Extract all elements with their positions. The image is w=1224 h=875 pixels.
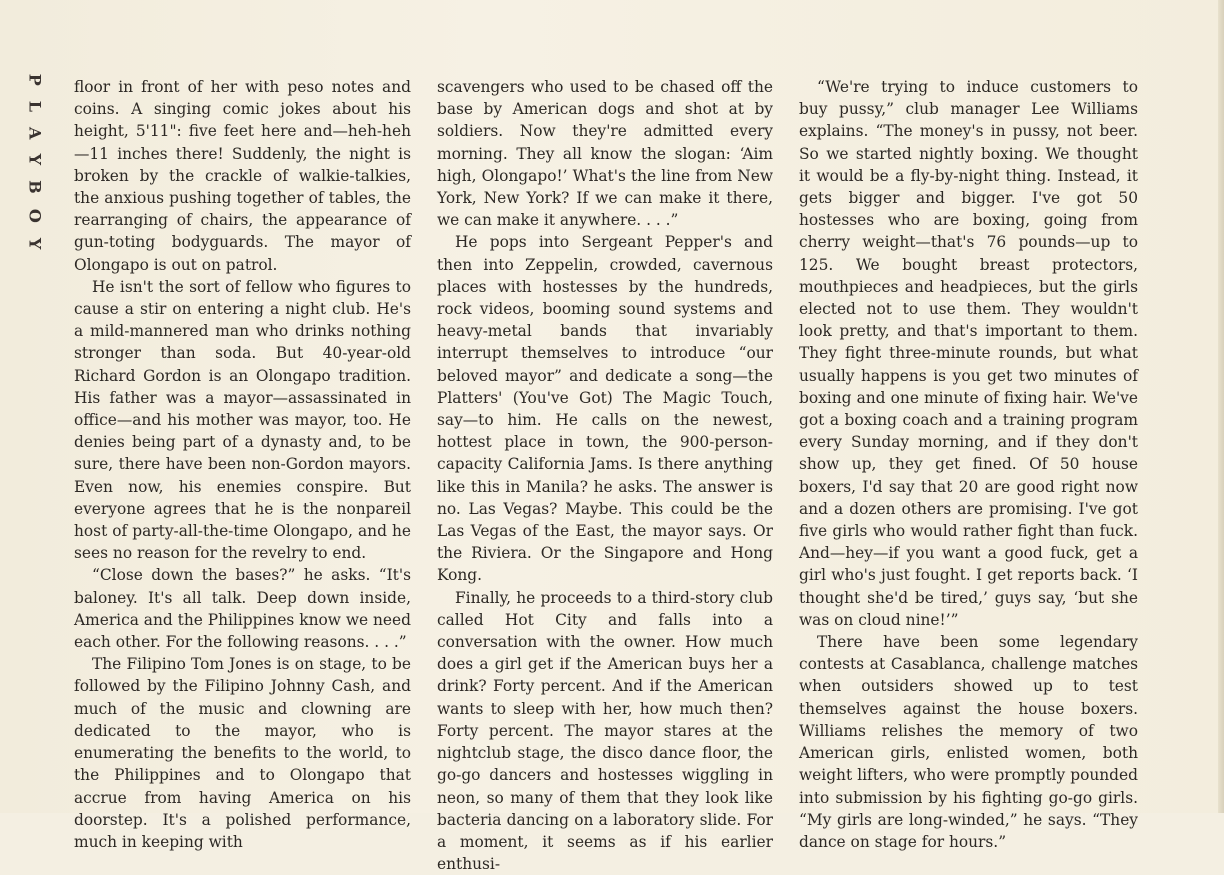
paragraph: There have been some legendary contests at Casablanca, challenge matches when outsiders showed up to test themselves against the house boxers. Williams relishes the memory of two American girls, enlisted women, both weight lifters, who were promptly pounded into submission by his fighting go-go girls. “My girls are long-winded,” he says. “They dance on stage for hours.” bbox=[799, 633, 1138, 851]
paragraph: “Close down the bases?” he asks. “It's baloney. It's all talk. Deep down inside, America and the Philippines know we need each other. For the following reasons. . . .” bbox=[74, 566, 411, 652]
paragraph: He pops into Sergeant Pepper's and then into Zeppelin, crowded, cavernous places with hostesses by the hundreds, rock videos, booming sound systems and heavy-metal bands that invariably interrupt themselves to introduce “our beloved mayor” and dedicate a song—the Platters' (You've Got) The Magic Touch, say—to him. He calls on the newest, hottest place in town, the 900-person-capacity California Jams. Is there anything like this in Manila? he asks. The answer is no. Las Vegas? Maybe. This could be the Las Vegas of the East, the mayor says. Or the Riviera. Or the Singapore and Hong Kong. bbox=[437, 233, 773, 585]
text-column-1 bbox=[74, 76, 411, 851]
page-edge bbox=[1218, 0, 1224, 813]
text-column-2 bbox=[437, 76, 773, 874]
paragraph: He isn't the sort of fellow who figures to cause a stir on entering a night club. He's a mild-mannered man who drinks nothing stronger than soda. But 40-year-old Richard Gordon is an Olongapo tradition. His father was a mayor—assassinated in office—and his mother was mayor, too. He denies being part of a dynasty and, to be sure, there have been non-Gordon mayors. Even now, his enemies conspire. But everyone agrees that he is the nonpareil host of party-all-the-time Olongapo, and he sees no reason for the revelry to end. bbox=[74, 277, 411, 563]
paragraph: floor in front of her with peso notes and coins. A singing comic jokes about his height, 5'11": five feet here and—heh-heh—11 inches there! Suddenly, the night is broken by the crackle of walkie-talkies, the anxious pushing together of tables, the rearranging of chairs, the appearance of gun-toting bodyguards. The mayor of Olongapo is out on patrol. bbox=[74, 78, 411, 274]
masthead-text: PLAYBOY bbox=[25, 73, 45, 265]
text-column-3 bbox=[799, 76, 1138, 851]
paragraph: Finally, he proceeds to a third-story club called Hot City and falls into a conversation with the owner. How much does a girl get if the American buys her a drink? Forty percent. And if the American wants to sleep with her, how much then? Forty percent. The mayor stares at the nightclub stage, the disco dance floor, the go-go dancers and hostesses wiggling in neon, so many of them that they look like bacteria dancing on a laboratory slide. For a moment, it seems as if his earlier enthusi- bbox=[437, 588, 773, 874]
masthead bbox=[25, 74, 45, 264]
paragraph: “We're trying to induce customers to buy pussy,” club manager Lee Williams explains. “The money's in pussy, not beer. So we started nightly boxing. We thought it would be a fly-by-night thing. Instead, it gets bigger and bigger. I've got 50 hostesses who are boxing, going from cherry weight—that's 76 pounds—up to 125. We bought breast protectors, mouthpieces and headpieces, but the girls elected not to use them. They wouldn't look pretty, and that's important to them. They fight three-minute rounds, but what usually happens is you get two minutes of boxing and one minute of fixing hair. We've got a boxing coach and a training program every Sunday morning, and if they don't show up, they get fined. Of 50 house boxers, I'd say that 20 are good right now and a dozen others are promising. I've got five girls who would rather fight than fuck. And—hey—if you want a good fuck, get a girl who's just fought. I get reports back. ‘I thought she'd be tired,’ guys say, ‘but she was on cloud nine!’” bbox=[799, 78, 1138, 629]
paragraph: scavengers who used to be chased off the base by American dogs and shot at by soldiers. Now they're admitted every morning. They all know the slogan: ‘Aim high, Olongapo!’ What's the line from New York, New York? If we can make it there, we can make it anywhere. . . .” bbox=[437, 78, 773, 230]
paragraph: The Filipino Tom Jones is on stage, to be followed by the Filipino Johnny Cash, and much of the music and clowning are dedicated to the mayor, who is enumerating the benefits to the world, to the Philippines and to Olongapo that accrue from having America on his doorstep. It's a polished performance, much in keeping with bbox=[74, 655, 411, 851]
